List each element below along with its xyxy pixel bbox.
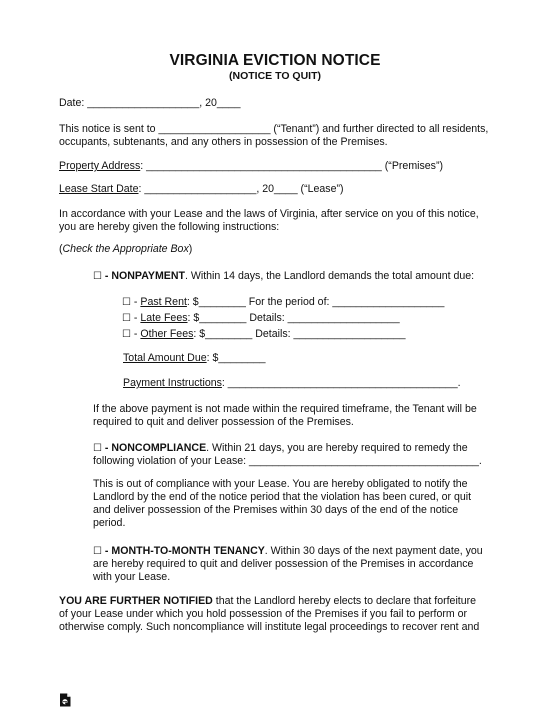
document-subtitle: (NOTICE TO QUIT)	[229, 70, 321, 82]
month-to-month-text: . Within 30 days of the next payment date, you	[264, 545, 483, 557]
date-label: Date:	[59, 97, 88, 109]
noncompliance-heading: NONCOMPLIANCE	[111, 442, 207, 454]
late-fees-fields[interactable]: : $________ Details: ___________________	[187, 312, 400, 324]
property-address-blank[interactable]: ________________________________________	[146, 160, 382, 172]
nonpayment-dash: -	[101, 270, 112, 282]
lease-start-blank[interactable]: ___________________	[144, 183, 257, 195]
past-rent-fields[interactable]: : $________ For the period of: ___________________	[186, 296, 445, 308]
lease-start-line	[59, 183, 499, 196]
noncompliance-para-line: This is out of compliance with your Lease. You are hereby obligated to notify the	[93, 478, 468, 490]
month-to-month-line-2: are hereby required to quit and deliver possession of the Premises in accordance	[93, 558, 474, 570]
noncompliance-para-line: period.	[93, 517, 126, 529]
paren-open: (	[59, 243, 63, 255]
paren-close: )	[188, 243, 193, 255]
month-to-month-line-3: with your Lease.	[93, 571, 171, 583]
document-title: VIRGINIA EVICTION NOTICE	[169, 52, 381, 69]
payment-instructions-line	[123, 377, 513, 390]
sent-to-paragraph	[59, 123, 499, 149]
total-amount-line	[123, 352, 503, 365]
noncompliance-para-line: and deliver possession of the Premises within 30 days of the end of the notice	[93, 504, 459, 516]
dash: -	[130, 328, 141, 340]
nonpayment-checkbox[interactable]: ☐	[93, 271, 102, 282]
dash: -	[130, 296, 141, 308]
noncompliance-paragraph	[93, 478, 513, 530]
noncompliance-option	[93, 442, 513, 468]
past-rent-checkbox[interactable]: ☐	[122, 297, 131, 308]
property-address-line	[59, 160, 499, 173]
consequence-line-2: required to quit and deliver possession of the Premises.	[93, 416, 354, 428]
past-rent-label: Past Rent	[140, 296, 187, 308]
past-rent-line	[122, 296, 502, 309]
noncompliance-para-line: Landlord by the end of the notice period that the violation has been cured, or quit	[93, 491, 472, 503]
sent-to-text-2: (“Tenant”) and further directed to all residents,	[270, 123, 489, 135]
late-fees-line	[122, 312, 502, 325]
intro-paragraph	[59, 208, 499, 234]
nonpayment-option	[93, 270, 513, 283]
nonpayment-consequence	[93, 403, 513, 429]
lease-start-label: Lease Start Date	[59, 183, 139, 195]
premises-suffix: (“Premises”)	[381, 160, 444, 172]
document-logo-icon	[59, 693, 71, 707]
intro-line-1: In accordance with your Lease and the laws of Virginia, after service on you of this notice,	[59, 208, 479, 220]
total-amount-blank[interactable]: : $________	[206, 352, 266, 364]
check-box-text: Check the Appropriate Box	[62, 243, 189, 255]
violation-line[interactable]: following violation of your Lease: _______________________________________.	[93, 455, 482, 467]
other-fees-label: Other Fees	[140, 328, 194, 340]
month-to-month-checkbox[interactable]: ☐	[93, 546, 102, 557]
other-fees-fields[interactable]: : $________ Details: ___________________	[193, 328, 406, 340]
month-dash: -	[101, 545, 112, 557]
month-to-month-option	[93, 545, 513, 584]
noncompliance-checkbox[interactable]: ☐	[93, 443, 102, 454]
further-line-2: of your Lease under which you hold possession of the Premises if you fail to perform or	[59, 608, 468, 620]
further-notified-paragraph	[59, 595, 504, 634]
check-box-instruction	[59, 243, 499, 256]
sent-to-line-2: occupants, subtenants, and any others in possession of the Premises.	[59, 136, 388, 148]
nonpayment-heading: NONPAYMENT	[111, 270, 185, 282]
date-blank[interactable]: ___________________	[87, 97, 200, 109]
tenant-name-blank[interactable]: ___________________	[158, 123, 271, 135]
other-fees-checkbox[interactable]: ☐	[122, 329, 131, 340]
nonpayment-text: . Within 14 days, the Landlord demands the total amount due:	[184, 270, 475, 282]
date-year[interactable]: , 20____	[199, 97, 241, 109]
consequence-line-1: If the above payment is not made within the required timeframe, the Tenant will be	[93, 403, 477, 415]
sent-to-text: This notice is sent to	[59, 123, 159, 135]
noncompliance-text: . Within 21 days, you are hereby required to remedy the	[206, 442, 468, 454]
total-amount-label: Total Amount Due	[123, 352, 207, 364]
further-text: that the Landlord hereby elects to declare that forfeiture	[212, 595, 477, 607]
other-fees-line	[122, 328, 502, 341]
further-notified-heading: YOU ARE FURTHER NOTIFIED	[59, 595, 213, 607]
lease-start-year[interactable]: , 20____	[256, 183, 298, 195]
date-line	[59, 97, 499, 110]
lease-suffix: (“Lease”)	[297, 183, 344, 195]
payment-instructions-blank[interactable]: : _______________________________________.	[221, 377, 461, 389]
further-line-3: otherwise comply. Such noncompliance will institute legal proceedings to recover rent and	[59, 621, 480, 633]
month-to-month-heading: MONTH-TO-MONTH TENANCY	[111, 545, 265, 557]
property-colon: :	[140, 160, 147, 172]
late-fees-checkbox[interactable]: ☐	[122, 313, 131, 324]
payment-instructions-label: Payment Instructions	[123, 377, 222, 389]
dash: -	[130, 312, 141, 324]
intro-line-2: you are hereby given the following instructions:	[59, 221, 280, 233]
noncompliance-dash: -	[101, 442, 112, 454]
lease-start-colon: :	[138, 183, 145, 195]
late-fees-label: Late Fees	[140, 312, 188, 324]
property-address-label: Property Address	[59, 160, 141, 172]
